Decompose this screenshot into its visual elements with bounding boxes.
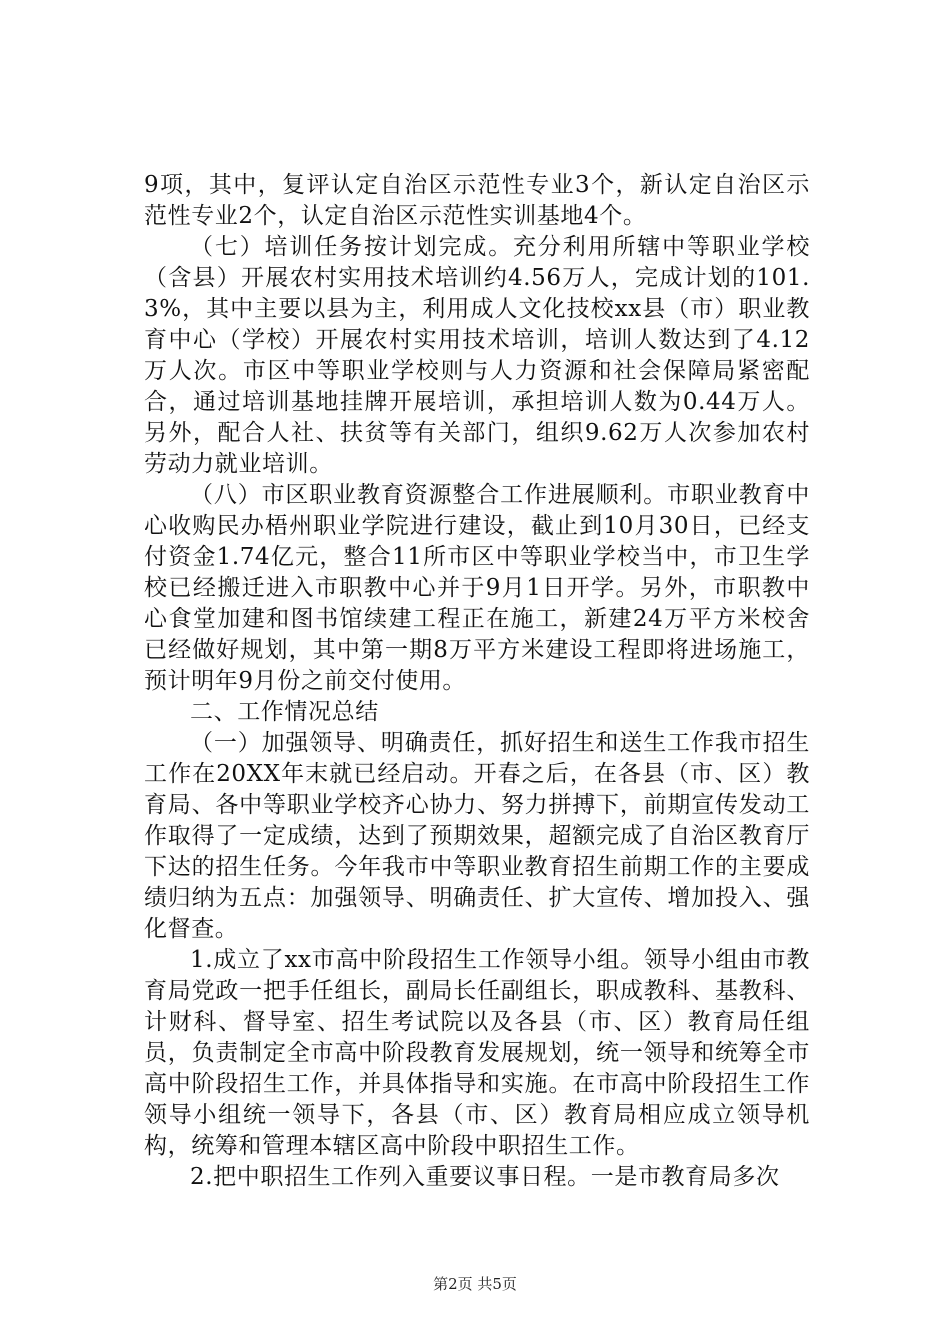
page-footer: 第2页 共5页 bbox=[433, 1275, 517, 1293]
paragraph-leadership: （一）加强领导、明确责任，抓好招生和送生工作我市招生工作在20XX年末就已经启动。开春之后，在各县（市、区）教育局、各中等职业学校齐心协力、努力拼搏下，前期宣传发动工作取得了一定成绩，达到了预期效果，超额完成了自治区教育厅下达的招生任务。今年我市中等职业教育招生前期工作的主要成绩归纳为五点：加强领导、明确责任、扩大宣传、增加投入、强化督查。 bbox=[144, 730, 810, 942]
document-body bbox=[144, 170, 810, 1193]
paragraph-resource-integration: （八）市区职业教育资源整合工作进展顺利。市职业教育中心收购民办梧州职业学院进行建设，截止到10月30日，已经支付资金1.74亿元，整合11所市区中等职业学校当中，市卫生学校已经搬迁进入市职教中心并于9月1日开学。另外，市职教中心食堂加建和图书馆续建工程正在施工，新建24万平方米校舍已经做好规划，其中第一期8万平方米建设工程即将进场施工，预计明年9月份之前交付使用。 bbox=[144, 482, 810, 694]
paragraph-item-1: 1.成立了xx市高中阶段招生工作领导小组。领导小组由市教育局党政一把手任组长，副局长任副组长，职成教科、基教科、计财科、督导室、招生考试院以及各县（市、区）教育局任组员，负责制定全市高中阶段教育发展规划，统一领导和统筹全市高中阶段招生工作，并具体指导和实施。在市高中阶段招生工作领导小组统一领导下，各县（市、区）教育局相应成立领导机构，统筹和管理本辖区高中阶段中职招生工作。 bbox=[144, 947, 810, 1159]
section-heading: 二、工作情况总结 bbox=[190, 699, 379, 725]
paragraph-item-2: 2.把中职招生工作列入重要议事日程。一是市教育局多次 bbox=[190, 1164, 780, 1190]
paragraph-training: （七）培训任务按计划完成。充分利用所辖中等职业学校（含县）开展农村实用技术培训约4.56万人，完成计划的101.3%，其中主要以县为主，利用成人文化技校xx县（市）职业教育中心（学校）开展农村实用技术培训，培训人数达到了4.12万人次。市区中等职业学校则与人力资源和社会保障局紧密配合，通过培训基地挂牌开展培训，承担培训人数为0.44万人。另外，配合人社、扶贫等有关部门，组织9.62万人次参加农村劳动力就业培训。 bbox=[144, 234, 810, 477]
paragraph-continuation: 9项，其中，复评认定自治区示范性专业3个，新认定自治区示范性专业2个，认定自治区示范性实训基地4个。 bbox=[144, 172, 810, 229]
